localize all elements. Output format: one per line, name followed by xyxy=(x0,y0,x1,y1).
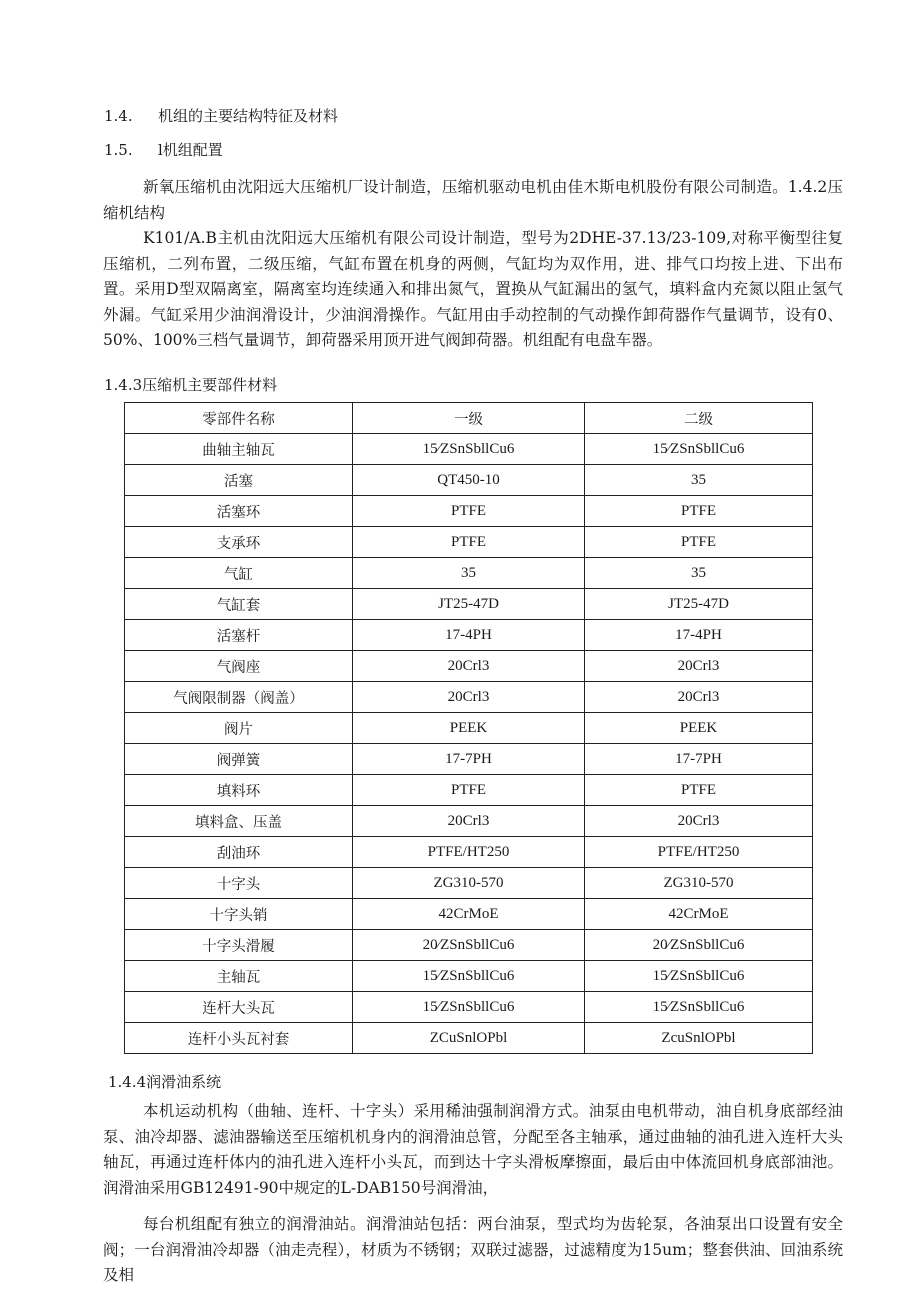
stage-2-material-cell: PEEK xyxy=(585,713,813,744)
table-row xyxy=(125,558,813,589)
materials-table xyxy=(124,402,813,1054)
table-row xyxy=(125,992,813,1023)
stage-2-material-cell: 15∕ZSnSbllCu6 xyxy=(585,434,813,465)
part-name-cell: 连杆小头瓦衬套 xyxy=(125,1023,353,1054)
stage-1-material-cell: QT450-10 xyxy=(353,465,585,496)
section-heading-1-4-4: 1.4.4润滑油系统 xyxy=(108,1073,222,1091)
table-row xyxy=(125,744,813,775)
stage-2-material-cell: JT25-47D xyxy=(585,589,813,620)
part-name-cell: 活塞环 xyxy=(125,496,353,527)
part-name-cell: 刮油环 xyxy=(125,837,353,868)
table-header-row xyxy=(125,403,813,434)
part-name-cell: 十字头 xyxy=(125,868,353,899)
stage-1-material-cell: 15∕ZSnSbllCu6 xyxy=(353,992,585,1023)
part-name-cell: 阀弹簧 xyxy=(125,744,353,775)
table-row xyxy=(125,682,813,713)
section-heading-1-4 xyxy=(104,106,338,126)
stage-2-material-cell: PTFE xyxy=(585,527,813,558)
stage-2-material-cell: 15∕ZSnSbllCu6 xyxy=(585,992,813,1023)
part-name-cell: 气阀座 xyxy=(125,651,353,682)
part-name-cell: 曲轴主轴瓦 xyxy=(125,434,353,465)
stage-2-material-cell: 20Crl3 xyxy=(585,651,813,682)
part-name-cell: 主轴瓦 xyxy=(125,961,353,992)
stage-2-material-cell: 20Crl3 xyxy=(585,806,813,837)
stage-2-material-cell: 15∕ZSnSbllCu6 xyxy=(585,961,813,992)
stage-2-material-cell: 20∕ZSnSbllCu6 xyxy=(585,930,813,961)
table-row xyxy=(125,589,813,620)
part-name-cell: 填料环 xyxy=(125,775,353,806)
stage-2-material-cell: 42CrMoE xyxy=(585,899,813,930)
stage-1-material-cell: 35 xyxy=(353,558,585,589)
part-name-cell: 连杆大头瓦 xyxy=(125,992,353,1023)
section-heading-1-5 xyxy=(104,140,223,160)
table-row xyxy=(125,620,813,651)
part-name-cell: 气阀限制器（阀盖） xyxy=(125,682,353,713)
stage-2-material-cell: 20Crl3 xyxy=(585,682,813,713)
stage-1-material-cell: ZCuSnlOPbl xyxy=(353,1023,585,1054)
stage-1-material-cell: 20∕ZSnSbllCu6 xyxy=(353,930,585,961)
stage-1-material-cell: 42CrMoE xyxy=(353,899,585,930)
section-number: 1.5. xyxy=(104,141,133,159)
paragraph-oil-station: 每台机组配有独立的润滑油站。润滑油站包括：两台油泵，型式均为齿轮泵，各油泵出口设置有安全阀；一台润滑油冷却器（油走壳程），材质为不锈钢；双联过滤器，过滤精度为15um；整套供油、回油系统及相 xyxy=(103,1215,843,1284)
stage-1-material-cell: 20Crl3 xyxy=(353,651,585,682)
table-row xyxy=(125,713,813,744)
part-name-cell: 填料盒、压盖 xyxy=(125,806,353,837)
stage-2-material-cell: 17-7PH xyxy=(585,744,813,775)
stage-2-material-cell: 35 xyxy=(585,465,813,496)
table-row xyxy=(125,806,813,837)
table-row xyxy=(125,837,813,868)
part-name-cell: 气缸 xyxy=(125,558,353,589)
table-row xyxy=(125,527,813,558)
section-title: l机组配置 xyxy=(158,141,223,159)
stage-2-material-cell: 17-4PH xyxy=(585,620,813,651)
part-name-cell: 气缸套 xyxy=(125,589,353,620)
section-heading-1-4-3: 1.4.3压缩机主要部件材料 xyxy=(104,376,278,394)
stage-1-material-cell: PTFE/HT250 xyxy=(353,837,585,868)
stage-1-material-cell: JT25-47D xyxy=(353,589,585,620)
table-row xyxy=(125,465,813,496)
stage-2-material-cell: ZG310-570 xyxy=(585,868,813,899)
table-row xyxy=(125,1023,813,1054)
part-name-cell: 阀片 xyxy=(125,713,353,744)
table-row xyxy=(125,930,813,961)
table-row xyxy=(125,868,813,899)
table-row xyxy=(125,651,813,682)
stage-2-material-cell: PTFE xyxy=(585,496,813,527)
stage-1-material-cell: PTFE xyxy=(353,496,585,527)
table-row xyxy=(125,899,813,930)
stage-1-material-cell: 20Crl3 xyxy=(353,682,585,713)
stage-2-material-cell: 35 xyxy=(585,558,813,589)
part-name-cell: 支承环 xyxy=(125,527,353,558)
part-name-cell: 活塞杆 xyxy=(125,620,353,651)
paragraph-lubrication: 本机运动机构（曲轴、连杆、十字头）采用稀油强制润滑方式。油泵由电机带动，油自机身底部经油泵、油冷却器、滤油器输送至压缩机机身内的润滑油总管，分配至各主轴承，通过曲轴的油孔进入连杆大头轴瓦，再通过连杆体内的油孔进入连杆小头瓦，而到达十字头滑板摩擦面，最后由中体流回机身底部油池。润滑油采用GB12491-90中规定的L-DAB150号润滑油， xyxy=(103,1102,843,1197)
column-header-stage-2: 二级 xyxy=(585,403,813,434)
paragraph-compressor-structure: K101/A.B主机由沈阳远大压缩机有限公司设计制造，型号为2DHE-37.13/23-109,对称平衡型往复压缩机，二列布置，二级压缩，气缸布置在机身的两侧，气缸均为双作用，进、排气口均按上进、下出布置。采用D型双隔离室，隔离室均连续通入和排出氮气，置换从气缸漏出的氢气，填料盒内充氮以阻止氢气外漏。气缸采用少油润滑设计，少油润滑操作。气缸用由手动控制的气动操作卸荷器作气量调节，设有0、50%、100%三档气量调节，卸荷器采用顶开进气阀卸荷器。机组配有电盘车器。 xyxy=(103,229,843,349)
stage-1-material-cell: 15∕ZSnSbllCu6 xyxy=(353,961,585,992)
stage-2-material-cell: PTFE/HT250 xyxy=(585,837,813,868)
table-row xyxy=(125,961,813,992)
column-header-part-name: 零部件名称 xyxy=(125,403,353,434)
stage-1-material-cell: PTFE xyxy=(353,775,585,806)
table-row xyxy=(125,496,813,527)
stage-1-material-cell: 20Crl3 xyxy=(353,806,585,837)
section-title: 机组的主要结构特征及材料 xyxy=(158,107,339,125)
stage-1-material-cell: PTFE xyxy=(353,527,585,558)
paragraph-configuration: 新氧压缩机由沈阳远大压缩机厂设计制造，压缩机驱动电机由佳木斯电机股份有限公司制造。1.4.2压缩机结构 xyxy=(103,178,843,222)
part-name-cell: 十字头滑履 xyxy=(125,930,353,961)
stage-1-material-cell: 17-7PH xyxy=(353,744,585,775)
part-name-cell: 活塞 xyxy=(125,465,353,496)
part-name-cell: 十字头销 xyxy=(125,899,353,930)
stage-1-material-cell: PEEK xyxy=(353,713,585,744)
table-row xyxy=(125,434,813,465)
stage-2-material-cell: ZcuSnlOPbl xyxy=(585,1023,813,1054)
stage-2-material-cell: PTFE xyxy=(585,775,813,806)
stage-1-material-cell: ZG310-570 xyxy=(353,868,585,899)
column-header-stage-1: 一级 xyxy=(353,403,585,434)
stage-1-material-cell: 17-4PH xyxy=(353,620,585,651)
section-number: 1.4. xyxy=(104,107,133,125)
table-row xyxy=(125,775,813,806)
stage-1-material-cell: 15∕ZSnSbllCu6 xyxy=(353,434,585,465)
